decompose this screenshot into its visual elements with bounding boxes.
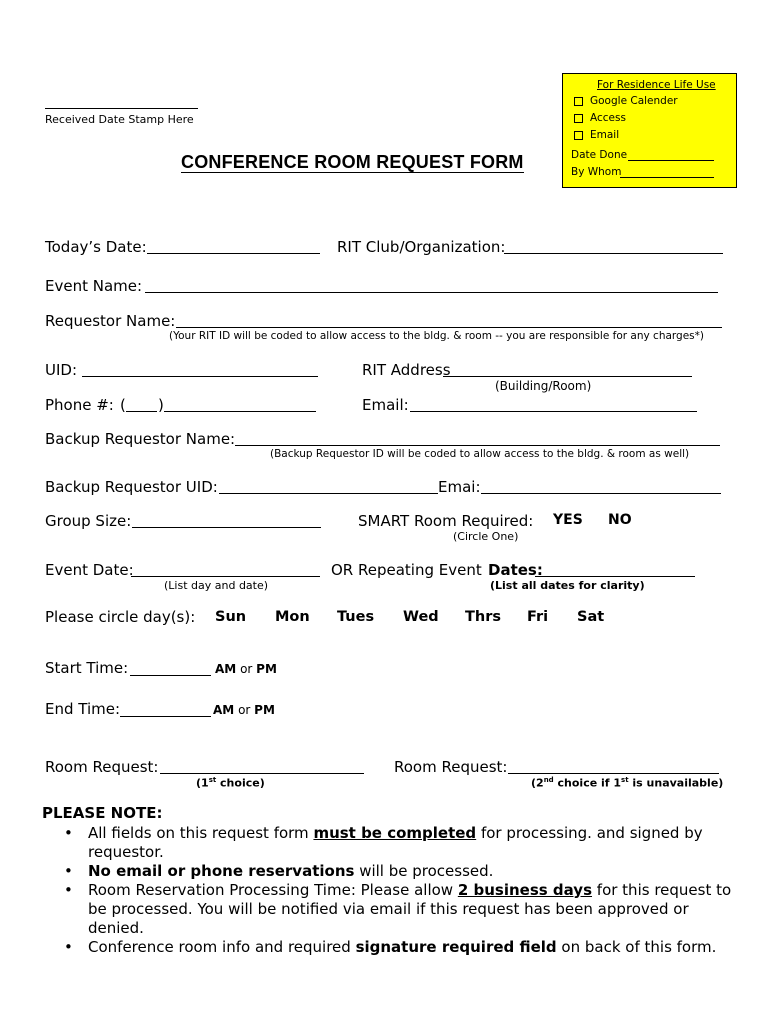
start-time-field[interactable]: [130, 675, 211, 676]
group-size-label: Group Size:: [45, 512, 132, 530]
by-whom-line[interactable]: [620, 177, 714, 178]
dates-label: Dates:: [488, 561, 543, 579]
requestor-name-label: Requestor Name:: [45, 312, 176, 330]
end-am-option[interactable]: AM: [213, 703, 235, 717]
end-time-field[interactable]: [120, 716, 211, 717]
backup-name-field[interactable]: [235, 445, 720, 446]
residence-box-title: For Residence Life Use: [597, 79, 716, 91]
backup-note: (Backup Requestor ID will be coded to allow access to the bldg. & room as well): [270, 448, 690, 460]
backup-email-field[interactable]: [481, 493, 721, 494]
phone-number-field[interactable]: [164, 411, 316, 412]
day-tues[interactable]: Tues: [337, 609, 375, 625]
note-bullet-1: • All fields on this request form must be completed for processing. and signed by requestor.: [64, 824, 703, 861]
repeating-dates-field[interactable]: [535, 576, 695, 577]
requestor-name-field[interactable]: [176, 327, 722, 328]
room-request-1-field[interactable]: [160, 773, 364, 774]
day-mon[interactable]: Mon: [275, 609, 310, 625]
circle-one-note: (Circle One): [453, 530, 519, 543]
phone-paren-open: (: [120, 396, 126, 414]
date-done-line[interactable]: [628, 160, 714, 161]
start-pm-option[interactable]: PM: [256, 662, 277, 676]
start-time-label: Start Time:: [45, 659, 129, 677]
backup-name-label: Backup Requestor Name:: [45, 430, 236, 448]
residence-life-box: [562, 73, 737, 188]
uid-label: UID:: [45, 361, 78, 379]
email-field[interactable]: [410, 411, 697, 412]
stamp-label: Received Date Stamp Here: [45, 113, 194, 126]
day-fri[interactable]: Fri: [527, 609, 549, 625]
day-thrs[interactable]: Thrs: [465, 609, 501, 625]
please-note-heading: PLEASE NOTE:: [42, 804, 163, 822]
group-size-field[interactable]: [132, 527, 321, 528]
email-label: Email: [590, 129, 620, 141]
smart-room-label: SMART Room Required:: [358, 512, 534, 530]
rit-club-label: RIT Club/Organization:: [337, 238, 506, 256]
phone-paren-close: ): [158, 396, 164, 414]
circle-days-label: Please circle day(s):: [45, 608, 196, 626]
by-whom-label: By Whom: [571, 166, 622, 178]
room-request-2-field[interactable]: [508, 773, 719, 774]
end-or-text: or: [238, 703, 251, 717]
event-date-label: Event Date:: [45, 561, 134, 579]
day-sun[interactable]: Sun: [215, 609, 247, 625]
end-time-ampm: [213, 703, 275, 717]
start-time-ampm: [215, 662, 277, 676]
building-room-note: (Building/Room): [495, 379, 592, 393]
end-pm-option[interactable]: PM: [254, 703, 275, 717]
second-choice-note: (2nd choice if 1st is unavailable): [531, 776, 724, 790]
email-label-main: Email:: [362, 396, 409, 414]
room-request-2-label: Room Request:: [394, 758, 508, 776]
rit-club-field[interactable]: [504, 253, 723, 254]
smart-yes-option[interactable]: YES: [553, 512, 583, 528]
smart-no-option[interactable]: NO: [608, 512, 632, 528]
day-wed[interactable]: Wed: [403, 609, 439, 625]
stamp-line: [45, 108, 198, 109]
room-request-1-label: Room Request:: [45, 758, 159, 776]
rit-address-label: RIT Address: [362, 361, 451, 379]
backup-uid-field[interactable]: [219, 493, 438, 494]
list-all-dates-note: (List all dates for clarity): [490, 579, 645, 592]
list-day-date-note: (List day and date): [164, 579, 269, 592]
please-note-section: [42, 804, 742, 957]
phone-area-code-field[interactable]: [126, 411, 157, 412]
uid-field[interactable]: [82, 376, 318, 377]
repeating-event-label: OR Repeating Event: [331, 561, 482, 579]
day-sat[interactable]: Sat: [577, 609, 605, 625]
todays-date-label: Today’s Date:: [45, 238, 147, 256]
first-choice-note: (1st choice): [196, 776, 265, 790]
note-bullet-3: • Room Reservation Processing Time: Please allow 2 business days for this request to be processed. You will be notified via email if this request has been approved or denied.: [64, 881, 732, 937]
requestor-note: (Your RIT ID will be coded to allow access to the bldg. & room -- you are responsible for any charges*): [169, 330, 704, 342]
start-or-text: or: [240, 662, 253, 676]
google-calendar-checkbox[interactable]: [574, 97, 583, 106]
backup-email-label: Emai:: [438, 478, 481, 496]
note-bullet-4: • Conference room info and required signature required field on back of this form.: [64, 938, 717, 956]
form-title: CONFERENCE ROOM REQUEST FORM: [181, 152, 524, 172]
end-time-label: End Time:: [45, 700, 121, 718]
event-name-field[interactable]: [145, 292, 718, 293]
access-checkbox[interactable]: [574, 114, 583, 123]
rit-address-field[interactable]: [443, 376, 692, 377]
backup-uid-label: Backup Requestor UID:: [45, 478, 218, 496]
note-bullet-2: • No email or phone reservations will be processed.: [64, 862, 494, 880]
phone-label: Phone #:: [45, 396, 114, 414]
date-done-label: Date Done: [571, 149, 628, 161]
event-name-label: Event Name:: [45, 277, 143, 295]
todays-date-field[interactable]: [147, 253, 320, 254]
start-am-option[interactable]: AM: [215, 662, 237, 676]
google-calendar-label: Google Calender: [590, 95, 678, 107]
event-date-field[interactable]: [131, 576, 320, 577]
email-checkbox[interactable]: [574, 131, 583, 140]
access-label: Access: [590, 112, 626, 124]
